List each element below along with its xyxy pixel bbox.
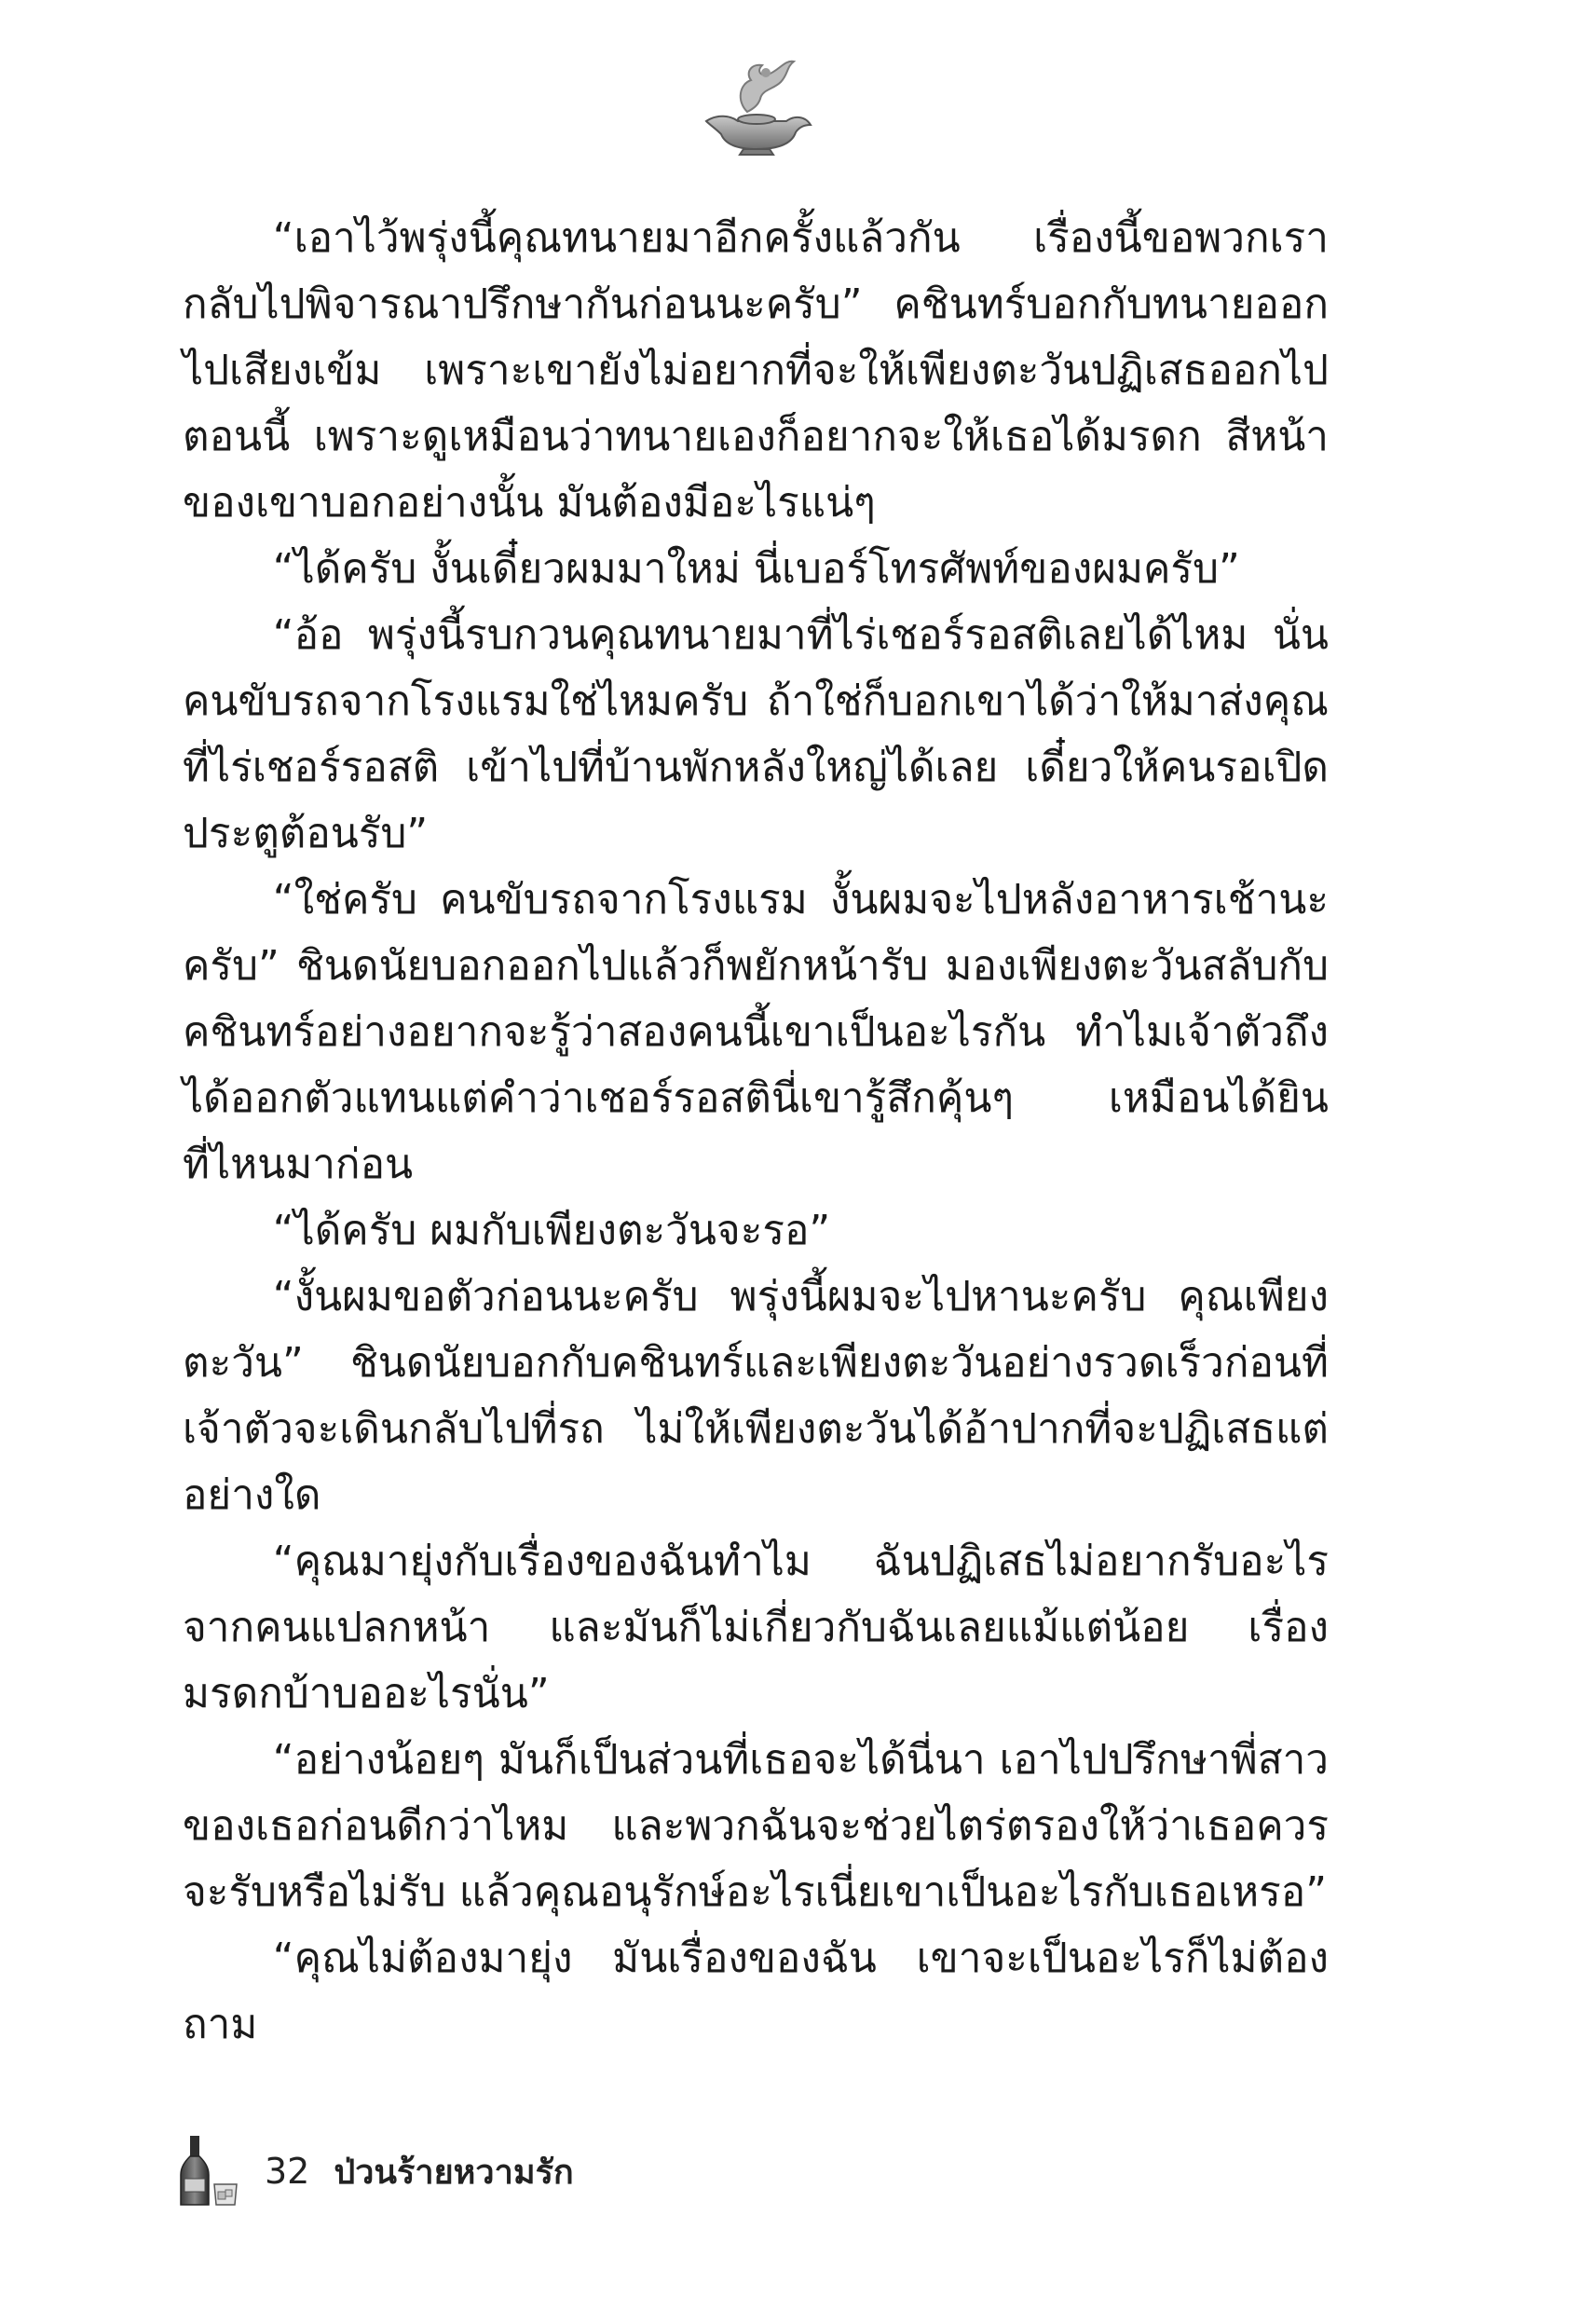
paragraph: “อ้อ พรุ่งนี้รบกวนคุณทนายมาที่ไร่เชอร์รอสติเลยได้ไหม นั่นคนขับรถจากโรงแรมใช่ไหมครับ ถ้าใช่ก็บอกเขาได้ว่าให้มาส่งคุณที่ไร่เชอร์รอสติ เข้าไปที่บ้านพักหลังใหญ่ได้เลย เดี๋ยวให้คนรอเปิดประตูต้อนรับ” — [183, 611, 1329, 857]
paragraph: “ได้ครับ งั้นเดี๋ยวผมมาใหม่ นี่เบอร์โทรศัพท์ของผมครับ” — [272, 545, 1240, 593]
paragraph: “คุณไม่ต้องมายุ่ง มันเรื่องของฉัน เขาจะเป็นอะไรก็ไม่ต้องถาม — [183, 1935, 1329, 2048]
genie-lamp-icon — [689, 56, 820, 158]
book-title: ป่วนร้ายหวามรัก — [334, 2153, 574, 2192]
paragraph: “คุณมายุ่งกับเรื่องของฉันทำไม ฉันปฏิเสธไม่อยากรับอะไรจากคนแปลกหน้า และมันก็ไม่เกี่ยวกับฉันเลยแม้แต่น้อย เรื่องมรดกบ้าบออะไรนั่น” — [183, 1538, 1329, 1717]
paragraph: “อย่างน้อยๆ มันก็เป็นส่วนที่เธอจะได้นี่นา เอาไปปรึกษาพี่สาวของเธอก่อนดีกว่าไหม และพวกฉันจะช่วยไตร่ตรองให้ว่าเธอควรจะรับหรือไม่รับ แล้วคุณอนุรักษ์อะไรเนี่ยเขาเป็นอะไรกับเธอเหรอ” — [183, 1736, 1329, 1916]
paragraph: “งั้นผมขอตัวก่อนนะครับ พรุ่งนี้ผมจะไปหานะครับ คุณเพียงตะวัน” ชินดนัยบอกกับคชินทร์และเพียงตะวันอย่างรวดเร็วก่อนที่เจ้าตัวจะเดินกลับไปที่รถ ไม่ให้เพียงตะวันได้อ้าปากที่จะปฏิเสธแต่อย่างใด — [183, 1273, 1329, 1519]
paragraph: “ใช่ครับ คนขับรถจากโรงแรม งั้นผมจะไปหลังอาหารเช้านะครับ” ชินดนัยบอกออกไปแล้วก็พยักหน้ารับ มองเพียงตะวันสลับกับคชินทร์อย่างอยากจะรู้ว่าสองคนนี้เขาเป็นอะไรกัน ทำไมเจ้าตัวถึงได้ออกตัวแทนแต่คำว่าเชอร์รอสตินี่เขารู้สึกคุ้นๆ เหมือนได้ยินที่ไหนมาก่อน — [183, 876, 1329, 1188]
page-footer — [177, 2134, 574, 2208]
page-number: 32 — [265, 2151, 310, 2192]
bottle-glass-icon — [177, 2134, 242, 2208]
paragraph: “ได้ครับ ผมกับเพียงตะวันจะรอ” — [272, 1207, 831, 1254]
body-text — [183, 205, 1329, 2058]
paragraph: “เอาไว้พรุ่งนี้คุณทนายมาอีกครั้งแล้วกัน เรื่องนี้ขอพวกเรากลับไปพิจารณาปรึกษากันก่อนนะครับ” คชินทร์บอกกับทนายออกไปเสียงเข้ม เพราะเขายังไม่อยากที่จะให้เพียงตะวันปฏิเสธออกไปตอนนี้ เพราะดูเหมือนว่าทนายเองก็อยากจะให้เธอได้มรดก สีหน้าของเขาบอกอย่างนั้น มันต้องมีอะไรแน่ๆ — [183, 214, 1329, 526]
